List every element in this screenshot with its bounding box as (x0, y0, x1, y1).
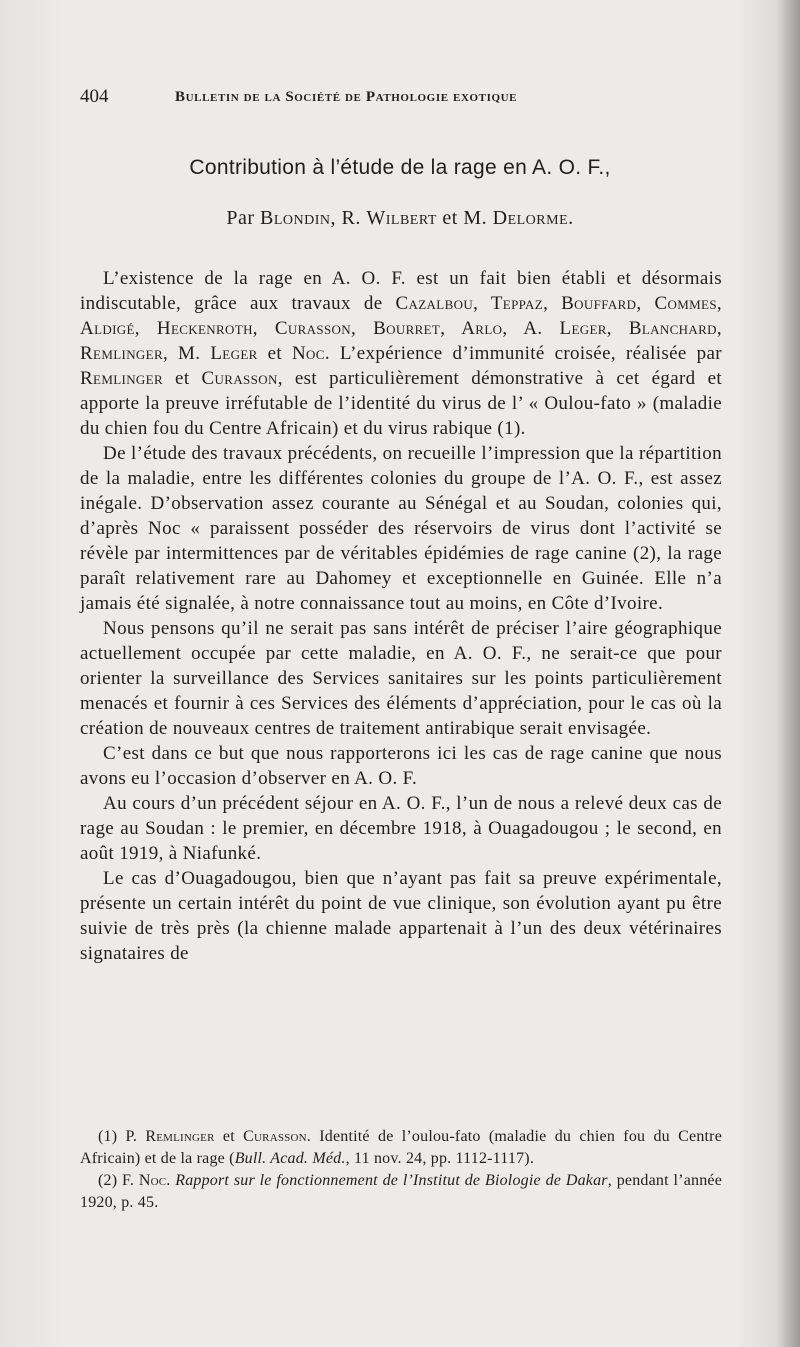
article-title: Contribution à l’étude de la rage en A. O. F., (189, 156, 611, 179)
text-run: , 11 nov. 24, pp. 1112-1117). (345, 1150, 535, 1167)
paragraph (80, 266, 722, 441)
cited-authors: Cazalbou, Teppaz, Bouffard, Commes, Aldigé, Heckenroth, Curasson, Bourret, Arlo, A. Leger, Blanchard, Remlinger, M. Leger (80, 293, 722, 364)
paragraph: Au cours d’un précédent séjour en A. O. F., l’un de nous a relevé deux cas de rage au Soudan : le premier, en décembre 1918, à Ouagadougou ; le second, en août 1919, à Niafunké. (80, 793, 722, 864)
page-header (80, 86, 720, 114)
cited-author: Remlinger (80, 368, 163, 389)
text-run: . L’expérience d’immunité croisée, réalisée par (324, 343, 722, 364)
text-run: L’existence de la rage en A. O. F. est un fait bien établi et désormais indiscutable, grâce aux travaux de (80, 268, 722, 314)
cited-author: Noc (291, 343, 325, 364)
footnote (80, 1126, 722, 1170)
journal-title: Bull. Acad. Méd. (234, 1150, 346, 1167)
paragraph: Nous pensons qu’il ne serait pas sans intérêt de préciser l’aire géographique actuellement occupée par cette maladie, en A. O. F., ne serait-ce que pour orienter la surveillance des Services sanitaires sur les points particulièrement menacés et fournir à ces Services des éléments d’appréciation, pour le cas où la création de nouveaux centres de traitement antirabique serait envisagée. (80, 618, 722, 739)
cited-author: Curasson (201, 368, 278, 389)
cited-author: Curasson (243, 1128, 307, 1145)
footnote-number: (1) P. (98, 1128, 138, 1145)
cited-author: Remlinger (145, 1128, 215, 1145)
authors-end: . (568, 207, 574, 229)
footnote-number: (2) F. (98, 1172, 135, 1189)
authors-separator: , R. (330, 207, 361, 229)
footnotes (80, 1126, 722, 1214)
text-run: et (257, 343, 292, 364)
text-run: . (166, 1172, 176, 1189)
page-number: 404 (80, 86, 109, 107)
authors-separator: et M. (442, 207, 488, 229)
footnote (80, 1170, 722, 1214)
paragraph: C’est dans ce but que nous rapporterons ici les cas de rage canine que nous avons eu l’occasion d’observer en A. O. F. (80, 743, 722, 789)
cited-author: Noc (138, 1172, 167, 1189)
author-name: Blondin (260, 207, 331, 229)
authors-by: Par (226, 207, 255, 229)
report-title: Rapport sur le fonctionnement de l’Institut de Biologie de Dakar (175, 1172, 608, 1189)
article-authors (0, 207, 800, 230)
text-run: , pendant l’année 1920, p. 45. (80, 1172, 722, 1211)
author-name: Wilbert (366, 207, 437, 229)
paragraph: Le cas d’Ouagadougou, bien que n’ayant pas fait sa preuve expérimentale, présente un certain intérêt du point de vue clinique, son évolution ayant pu être suivie de très près (la chienne malade appartenait à l’un des deux vétérinaires signataires de (80, 868, 722, 964)
running-head: Bulletin de la Société de Pathologie exotique (175, 89, 518, 105)
text-run: et (162, 368, 202, 389)
article-body (80, 266, 722, 966)
text-run: . Identité de l’oulou-fato (maladie du chien fou du Centre Africain) et de la rage ( (80, 1128, 723, 1167)
author-name: Delorme (492, 207, 569, 229)
paragraph: De l’étude des travaux précédents, on recueille l’impression que la répartition de la maladie, entre les différentes colonies du groupe de l’A. O. F., est assez inégale. D’observation assez courante au Sénégal et au Soudan, colonies qui, d’après Noc « paraissent posséder des réservoirs de virus dont l’activité se révèle par intermittences par de véritables épidémies de rage canine (2), la rage paraît relativement rare au Dahomey et exceptionnelle en Guinée. Elle n’a jamais été signalée, à notre connaissance tout au moins, en Côte d’Ivoire. (80, 443, 722, 614)
text-run: , est particulièrement démonstrative à cet égard et apporte la preuve irréfutable de l’identité du virus de l’ « Oulou-fato » (maladie du chien fou du Centre Africain) et du virus rabique (1). (80, 368, 722, 439)
text-run: et (214, 1128, 244, 1145)
